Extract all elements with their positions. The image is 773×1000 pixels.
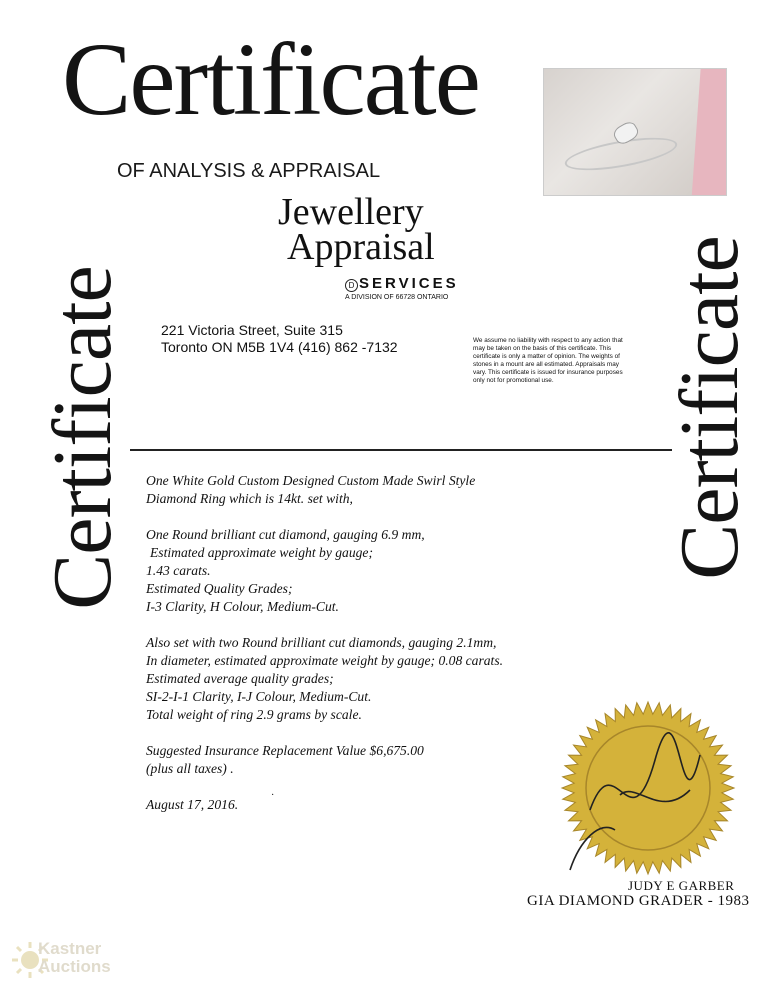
watermark-line1: Kastner xyxy=(38,939,102,958)
body-line: Estimated average quality grades; xyxy=(146,671,334,686)
watermark-line2: Auctions xyxy=(38,957,111,976)
body-line: SI-2-I-1 Clarity, I-J Colour, Medium-Cut. xyxy=(146,689,372,704)
certificate-title: Certificate xyxy=(62,22,479,137)
signer-name: JUDY E GARBER xyxy=(628,878,735,893)
brand-services: SERVICES xyxy=(359,275,459,292)
body-line: One White Gold Custom Designed Custom Made Swirl Style xyxy=(146,473,476,488)
side-certificate-right-text: Certificate xyxy=(663,236,756,580)
address-line2: Toronto ON M5B 1V4 (416) 862 -7132 xyxy=(161,339,398,355)
brand-name-line1: Jewellery xyxy=(278,191,424,233)
body-line: Diamond Ring which is 14kt. set with, xyxy=(146,491,353,506)
body-line: August 17, 2016. xyxy=(146,797,239,812)
certificate-subtitle: OF ANALYSIS & APPRAISAL xyxy=(117,160,381,182)
registered-mark-icon: D xyxy=(345,279,358,292)
brand-name-line2: Appraisal xyxy=(287,226,435,268)
ink-mark: · xyxy=(271,790,275,801)
body-line: One Round brilliant cut diamond, gauging 6.9 mm, xyxy=(146,527,425,542)
body-line: (plus all taxes) . xyxy=(146,761,234,776)
side-certificate-left-text: Certificate xyxy=(36,266,129,610)
signer-title: GIA DIAMOND GRADER - 1983 xyxy=(527,893,750,909)
body-line: Total weight of ring 2.9 grams by scale. xyxy=(146,707,362,722)
body-line: I-3 Clarity, H Colour, Medium-Cut. xyxy=(146,599,339,614)
body-line: Estimated approximate weight by gauge; xyxy=(150,545,373,560)
ring-box xyxy=(691,68,727,196)
body-line: 1.43 carats. xyxy=(146,563,211,578)
body-line: In diameter, estimated approximate weight by gauge; 0.08 carats. xyxy=(146,653,504,668)
gold-seal-icon xyxy=(560,700,736,876)
side-certificate-left xyxy=(36,228,129,648)
disclaimer-text: We assume no liability with respect to any action that may be taken on the basis of this certificate. This certificate is only a matter of opinion. The weights of stones in a mount are all estimated. Appraisals may vary. This certificate is issued for insurance purposes only not for promotional use. xyxy=(473,337,623,384)
body-line: Also set with two Round brilliant cut diamonds, gauging 2.1mm, xyxy=(146,635,497,650)
auction-watermark xyxy=(10,930,120,994)
divider-line xyxy=(130,449,672,451)
address-line1: 221 Victoria Street, Suite 315 xyxy=(161,322,343,338)
brand-division: A DIVISION OF 66728 ONTARIO xyxy=(345,294,449,301)
seal-starburst xyxy=(562,702,734,874)
side-certificate-right xyxy=(663,198,756,618)
ring-photo xyxy=(543,68,727,196)
body-line: Estimated Quality Grades; xyxy=(146,581,293,596)
body-line: Suggested Insurance Replacement Value $6,675.00 xyxy=(146,743,424,758)
watermark-text xyxy=(38,940,111,976)
